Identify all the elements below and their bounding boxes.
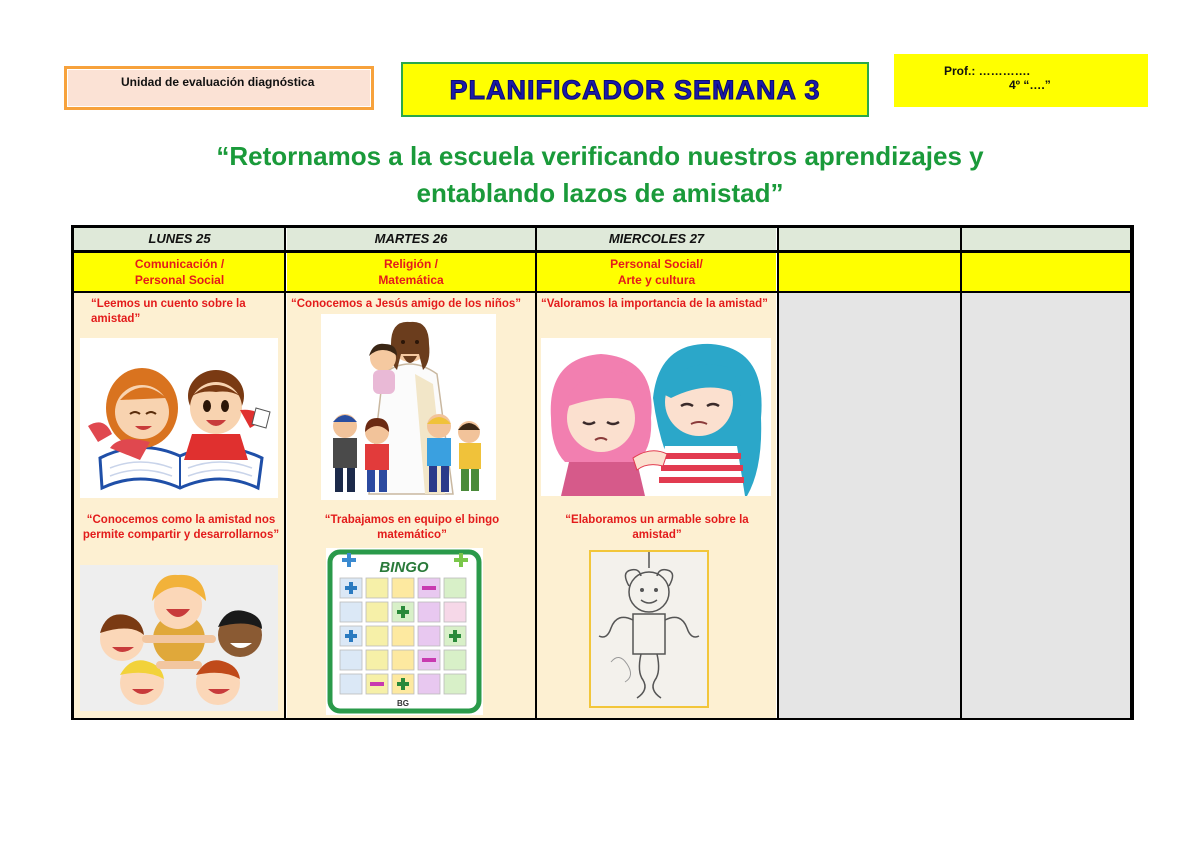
area-line: Matemática — [378, 273, 444, 287]
day-header-tuesday: MARTES 26 — [287, 228, 535, 250]
activity-tuesday-2: “Trabajamos en equipo el bingo matemático” — [324, 514, 500, 541]
area-line: Comunicación / — [134, 257, 225, 271]
area-cell-thursday — [779, 253, 960, 291]
headline-line-1: “Retornamos a la escuela verificando nuestros aprendizajes y — [216, 141, 984, 171]
thursday-body — [779, 293, 960, 718]
activity-monday-2: “Conocemos como la amistad nos permite compartir y desarrollarnos” — [82, 514, 280, 541]
table-row-divider — [71, 291, 1132, 293]
friday-body — [962, 293, 1130, 718]
grade-field: 4º “….” — [1009, 78, 1051, 92]
table-row-divider — [71, 250, 1132, 253]
bingo-card-image — [326, 548, 483, 715]
paper-doll-craft-image — [589, 550, 709, 708]
area-cell-wednesday — [537, 253, 776, 291]
jesus-children-illustration — [321, 314, 496, 500]
schedule-table — [71, 225, 1134, 720]
area-line: Personal Social/ — [610, 257, 703, 271]
week-headline — [80, 138, 1120, 212]
teacher-field: Prof.: …………. — [944, 64, 1030, 78]
page-title: PLANIFICADOR SEMANA 3 — [449, 75, 821, 105]
activity-monday-1: “Leemos un cuento sobre la amistad” — [91, 298, 246, 325]
title-box — [401, 62, 869, 117]
activity-tuesday-1: “Conocemos a Jesús amigo de los niños” — [291, 298, 522, 310]
unit-label-box — [64, 66, 374, 110]
day-header-friday — [962, 228, 1130, 250]
kids-circle-illustration — [80, 565, 278, 711]
bingo-word: BINGO — [379, 559, 429, 576]
table-col-divider — [535, 225, 537, 720]
unit-label: Unidad de evaluación diagnóstica — [121, 75, 315, 89]
bingo-free-label: BG — [397, 699, 409, 708]
table-col-divider — [284, 225, 286, 720]
day-header-monday: LUNES 25 — [74, 228, 285, 250]
table-left-border — [71, 225, 74, 720]
friends-consoling-illustration — [541, 338, 771, 496]
activity-wednesday-1: “Valoramos la importancia de la amistad” — [541, 298, 768, 310]
area-cell-monday — [74, 253, 285, 291]
area-line: Arte y cultura — [617, 273, 696, 287]
table-right-border — [1130, 225, 1134, 720]
area-line: Religión / — [384, 257, 438, 271]
area-line: Personal Social — [134, 273, 225, 287]
day-header-wednesday: MIERCOLES 27 — [537, 228, 776, 250]
table-col-divider — [960, 225, 962, 720]
table-bottom-border — [71, 718, 1134, 720]
day-header-thursday — [779, 228, 960, 250]
kids-reading-illustration — [80, 338, 278, 498]
area-cell-tuesday — [287, 253, 535, 291]
table-col-divider — [777, 225, 779, 720]
headline-line-2: entablando lazos de amistad” — [416, 178, 784, 208]
table-top-border — [71, 225, 1132, 228]
teacher-box — [894, 54, 1148, 107]
area-cell-friday — [962, 253, 1130, 291]
activity-wednesday-2: “Elaboramos un armable sobre la amistad” — [565, 514, 749, 541]
